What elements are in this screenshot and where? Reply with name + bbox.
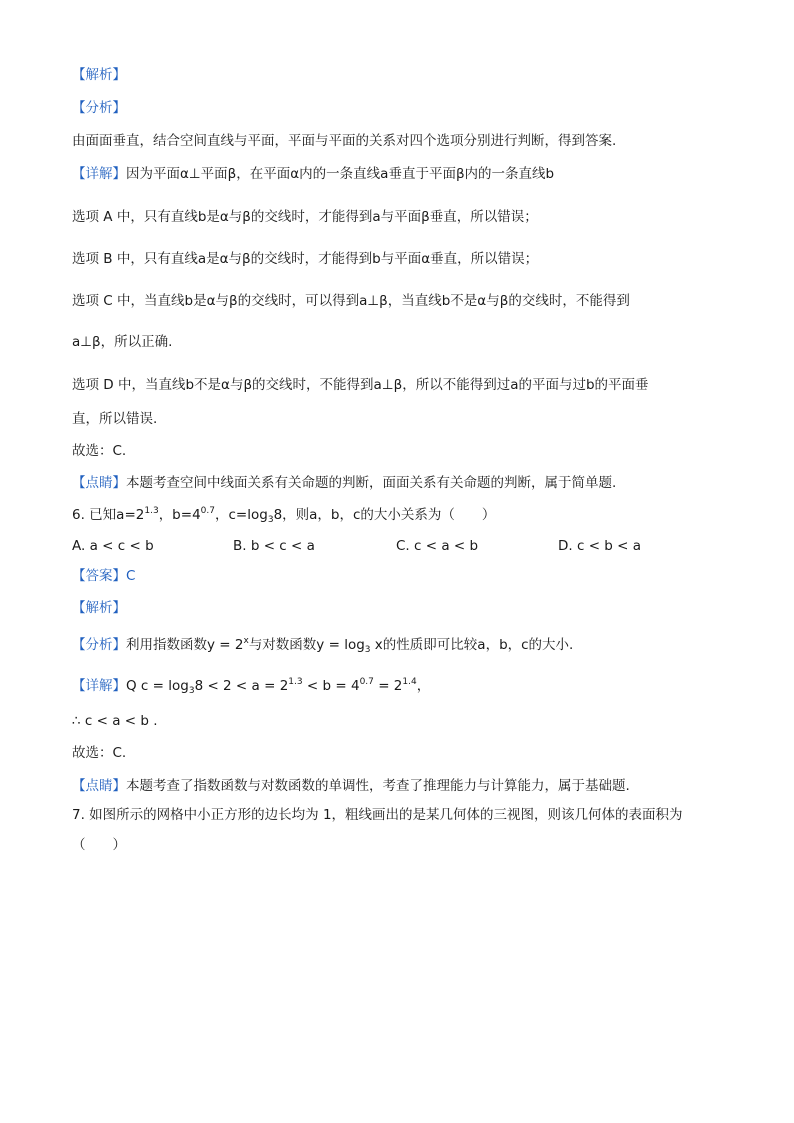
detail-line-2 <box>72 677 430 695</box>
detail-part: 8 < 2 < a = 2 <box>194 678 289 694</box>
answer-text: 【答案】C <box>72 568 136 584</box>
option-d-explanation-cont: 直，所以错误. <box>72 411 158 427</box>
q6-part: ，c=log <box>215 507 268 523</box>
option-c: C. c < a < b <box>396 538 479 554</box>
detail-tag-2: 【详解】 <box>72 678 126 694</box>
comment-text-2: 本题考查了指数函数与对数函数的单调性，考查了推理能力与计算能力，属于基础题. <box>126 778 630 794</box>
detail-tag: 【详解】 <box>72 166 126 182</box>
analysis-heading-2: 【解析】 <box>72 600 126 616</box>
choice-line: 故选：C. <box>72 443 127 459</box>
detail-exp: 1.3 <box>288 677 303 687</box>
comment-text: 本题考查空间中线面关系有关命题的判断，面面关系有关命题的判断，属于简单题. <box>126 475 617 491</box>
comment-line-2 <box>72 777 630 795</box>
fenxi-part: x的性质即可比较a，b，c的大小. <box>370 637 574 653</box>
question-7-cont: （ ） <box>72 837 126 853</box>
comment-line <box>72 474 616 492</box>
option-c-explanation: 选项 C 中，当直线b是α与β的交线时，可以得到a⊥β，当直线b不是α与β的交线时，不能得到 <box>72 293 630 309</box>
q6-exp1: 1.3 <box>144 506 159 516</box>
option-c-explanation-cont: a⊥β，所以正确. <box>72 334 173 350</box>
option-b: B. b < c < a <box>233 538 315 554</box>
option-a-explanation: 选项 A 中，只有直线b是α与β的交线时，才能得到a与平面β垂直，所以错误； <box>72 209 538 225</box>
q6-exp2: 0.7 <box>200 506 215 516</box>
comment-tag-2: 【点睛】 <box>72 778 126 794</box>
question-7: 7. 如图所示的网格中小正方形的边长均为 1，粗线画出的是某几何体的三视图，则该几何体的表面积为 <box>72 807 683 823</box>
fenxi-line-2 <box>72 636 573 654</box>
fenxi-exp: x <box>243 636 249 646</box>
fenxi-tag: 【分析】 <box>72 637 126 653</box>
option-d: D. c < b < a <box>558 538 642 554</box>
q6-part: ，b=4 <box>158 507 201 523</box>
detail-sub: 3 <box>188 686 195 696</box>
fenxi-heading: 【分析】 <box>72 100 126 116</box>
q6-part: 8，则a，b，c的大小关系为（ ） <box>273 507 496 523</box>
detail-part: ， <box>416 678 431 694</box>
fenxi-sub: 3 <box>364 645 371 655</box>
analysis-heading: 【解析】 <box>72 67 126 83</box>
option-a: A. a < c < b <box>72 538 154 554</box>
detail-part: Q c = log <box>126 678 189 694</box>
answer-line <box>72 567 135 585</box>
fenxi-text: 由面面垂直，结合空间直线与平面，平面与平面的关系对四个选项分别进行判断，得到答案. <box>72 133 617 149</box>
fenxi-part: 利用指数函数y = 2 <box>126 637 244 653</box>
option-d-explanation: 选项 D 中，当直线b不是α与β的交线时，不能得到a⊥β，所以不能得到过a的平面与过b的平面垂 <box>72 377 649 393</box>
detail-part: < b = 4 <box>302 678 360 694</box>
detail-exp: 1.4 <box>402 677 417 687</box>
q6-part: 6. 已知a=2 <box>72 507 145 523</box>
detail-text: 因为平面α⊥平面β，在平面α内的一条直线a垂直于平面β内的一条直线b <box>126 166 555 182</box>
choice-line-2: 故选：C. <box>72 745 127 761</box>
comment-tag: 【点睛】 <box>72 475 126 491</box>
fenxi-part: 与对数函数y = log <box>248 637 365 653</box>
detail-exp: 0.7 <box>359 677 374 687</box>
q6-sub: 3 <box>267 515 274 525</box>
question-6 <box>72 506 495 524</box>
option-b-explanation: 选项 B 中，只有直线a是α与β的交线时，才能得到b与平面α垂直，所以错误； <box>72 251 539 267</box>
detail-part: = 2 <box>373 678 403 694</box>
detail-line-1 <box>72 165 554 183</box>
therefore-line: ∴ c < a < b . <box>72 713 158 729</box>
